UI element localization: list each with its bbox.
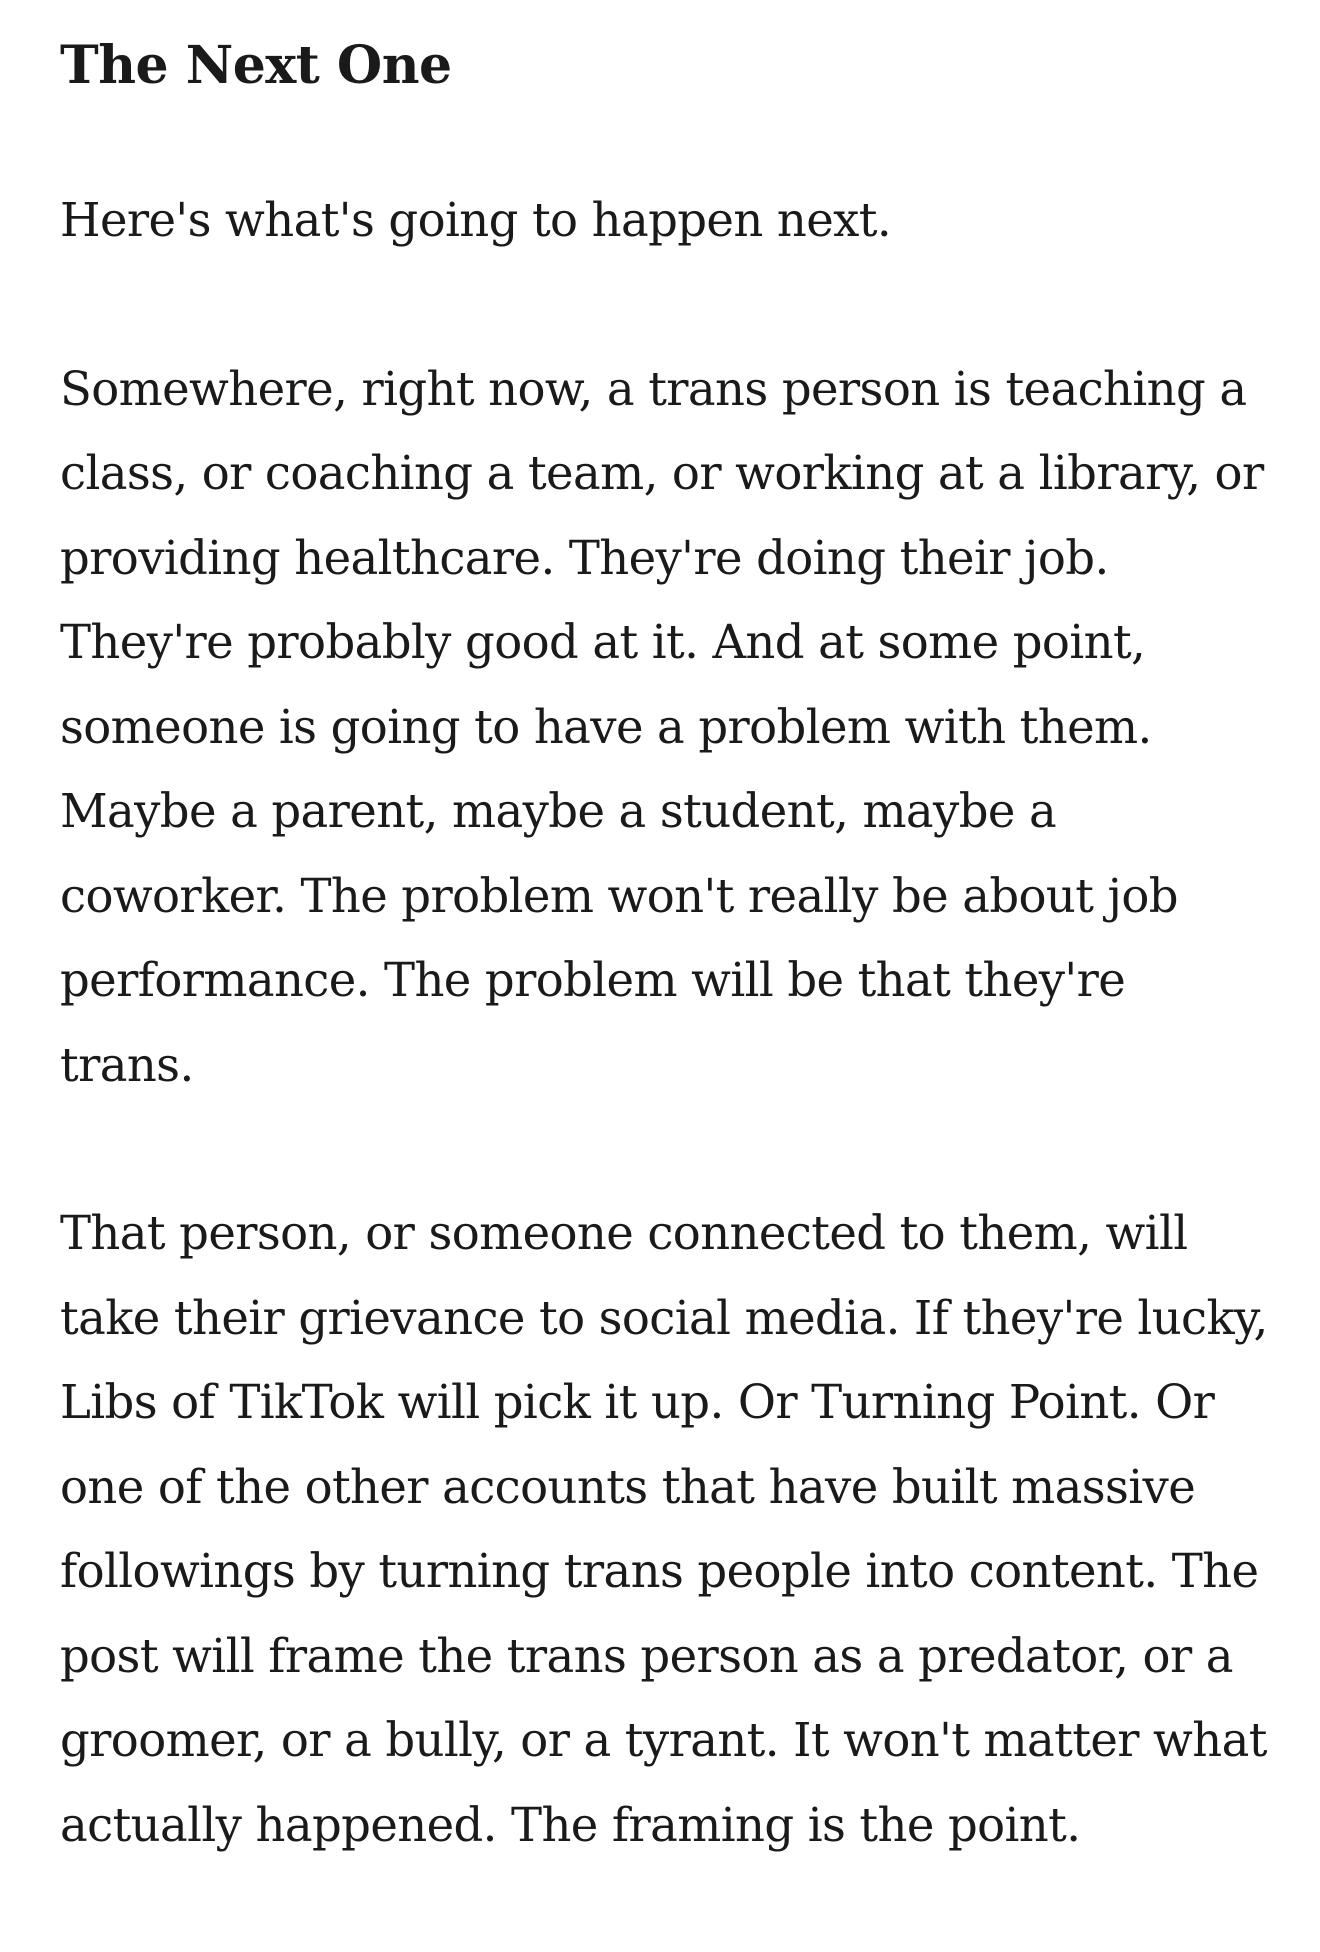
paragraph-intro: Here's what's going to happen next. xyxy=(60,193,892,247)
section-heading: The Next One xyxy=(60,35,452,96)
paragraph-social-media: That person, or someone connected to them, will take their grievance to social media. If they're lucky, Libs of TikTok will pick it up. Or Turning Point. Or one of the other accounts that have built massive followings by turning trans people into content. The post will frame the trans person as a predator, or a groomer, or a bully, or a tyrant. It won't matter what actually happened. The framing is the point. xyxy=(60,1206,1268,1852)
article-body xyxy=(60,28,1270,1867)
paragraph-scenario: Somewhere, right now, a trans person is teaching a class, or coaching a team, or working at a library, or providing healthcare. They're doing their job. They're probably good at it. And at some point, someone is going to have a problem with them. Maybe a parent, maybe a student, maybe a coworker. The problem won't really be about job performance. The problem will be that they're trans. xyxy=(60,361,1264,1092)
